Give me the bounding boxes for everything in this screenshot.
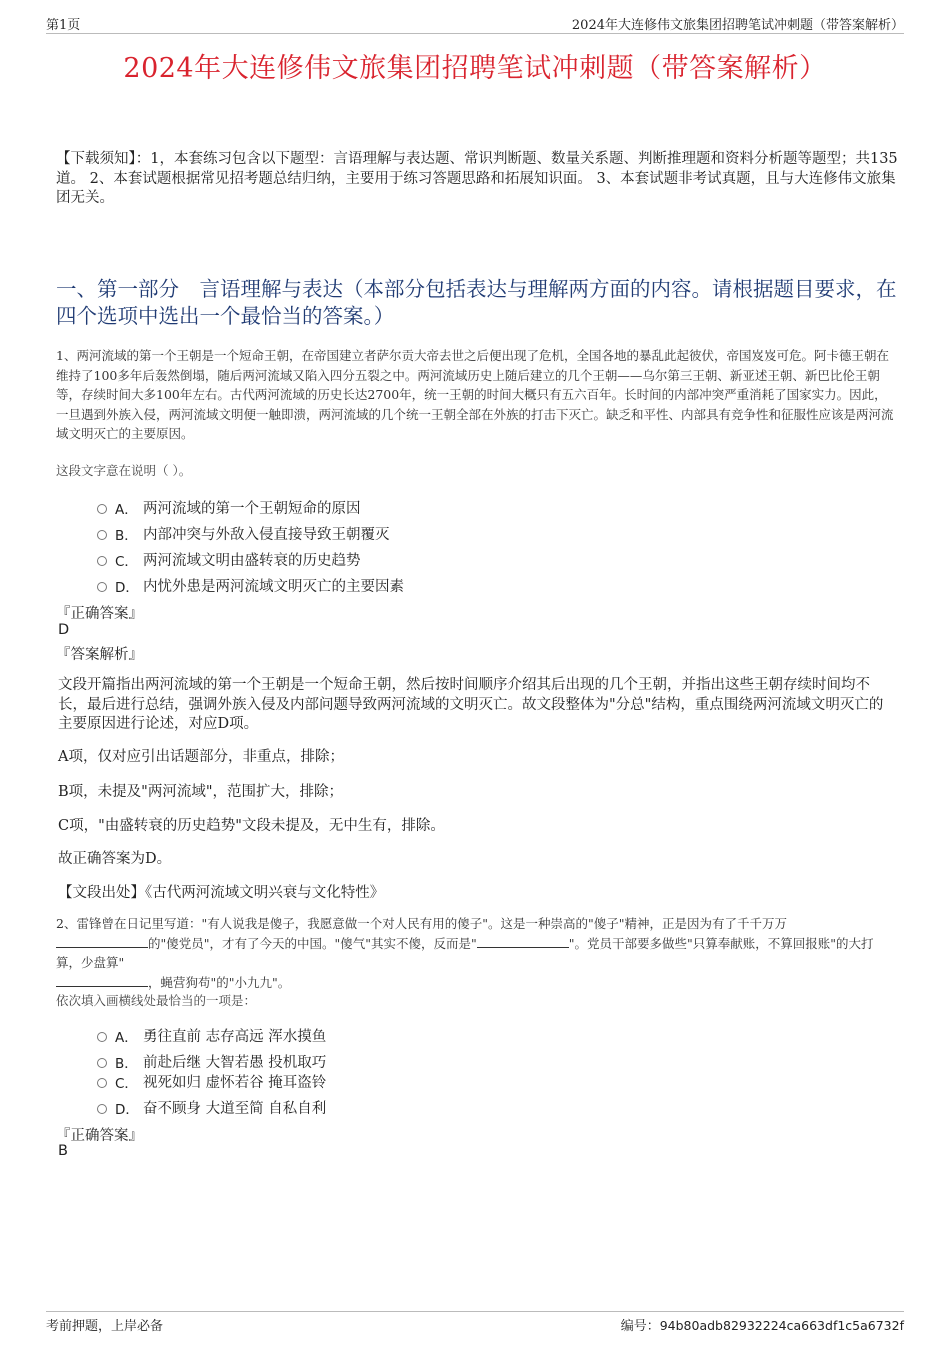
question-2-option-b[interactable]: B． 前赴后继 大智若愚 投机取巧 — [97, 1051, 326, 1072]
radio-icon[interactable] — [97, 1078, 107, 1088]
radio-icon[interactable] — [97, 1058, 107, 1068]
footer-slogan: 考前押题，上岸必备 — [46, 1319, 164, 1334]
analysis-line-b: B项，未提及"两河流域"，范围扩大，排除； — [58, 784, 343, 800]
correct-answer-label-2: 『正确答案』 — [56, 1128, 143, 1144]
question-1-text: 1、两河流域的第一个王朝是一个短命王朝，在帝国建立者萨尔贡大帝去世之后便出现了危机，全国各地的暴乱此起彼伏，帝国岌岌可危。阿卡德王朝在维持了100多年后轰然倒塌，随后两河流域又陷入四分五裂之中。两河流域历史上随后建立的几个王朝——乌尔第三王朝、新亚述王朝、新巴比伦王朝等，存续时间大多100年左右。古代两河流域的历史长达2700年，统一王朝的时间大概只有五六百年。长时间的内部冲突严重消耗了国家实力。因此，一旦遇到外族入侵，两河流域文明便一触即溃，两河流域的几个统一王朝全部在外族的打击下灭亡。缺乏和平性、内部具有竞争性和征服性应该是两河流域文明灭亡的主要原因。 — [56, 348, 894, 441]
radio-icon[interactable] — [97, 1104, 107, 1114]
header-doc-title: 2024年大连修伟文旅集团招聘笔试冲刺题（带答案解析） — [571, 18, 904, 33]
question-1-prompt: 这段文字意在说明（ ）。 — [56, 463, 192, 478]
correct-answer-label: 『正确答案』 — [56, 606, 143, 622]
question-2-prompt: 依次填入画横线处最恰当的一项是： — [56, 993, 257, 1008]
question-1-option-c[interactable]: C． 两河流域文明由盛转衰的历史趋势 — [97, 549, 361, 570]
question-2-option-a[interactable]: A． 勇往直前 志存高远 浑水摸鱼 — [97, 1025, 326, 1046]
blank-line — [56, 974, 148, 987]
header-divider — [46, 33, 904, 34]
question-1-option-a[interactable]: A． 两河流域的第一个王朝短命的原因 — [97, 497, 361, 518]
blank-line — [56, 935, 148, 948]
question-2-text: 2、雷锋曾在日记里写道："有人说我是傻子，我愿意做一个对人民有用的傻子"。这是一种崇高的"傻子"精神，正是因为有了千千万万 的"傻党员"，才有了今天的中国。"傻气"其实不傻，反而是" "。党员干部要多做些"只算奉献账，不算回报账"的大打算，少盘算" ，蝇营狗苟"的"小九九"。 — [56, 916, 874, 990]
question-1-option-d[interactable]: D． 内忧外患是两河流域文明灭亡的主要因素 — [97, 575, 404, 596]
analysis-line-a: A项，仅对应引出话题部分，非重点，排除； — [58, 749, 344, 765]
analysis-line-c: C项，"由盛转衰的历史趋势"文段未提及，无中生有，排除。 — [58, 818, 445, 834]
correct-answer: D — [58, 622, 70, 638]
question-1-option-b[interactable]: B． 内部冲突与外敌入侵直接导致王朝覆灭 — [97, 523, 390, 544]
radio-icon[interactable] — [97, 556, 107, 566]
radio-icon[interactable] — [97, 504, 107, 514]
document-code: 编号：94b80adb82932224ca663df1c5a6732f — [620, 1318, 904, 1334]
radio-icon[interactable] — [97, 1032, 107, 1042]
radio-icon[interactable] — [97, 530, 107, 540]
download-notice: 【下载须知】：1，本套练习包含以下题型：言语理解与表达题、常识判断题、数量关系题、判断推理题和资料分析题等题型；共135道。 2、本套试题根据常见招考题总结归纳，主要用于练习答题思路和拓展知识面。 3、本套试题非考试真题，且与大连修伟文旅集团无关。 — [56, 151, 898, 206]
radio-icon[interactable] — [97, 582, 107, 592]
footer-divider — [46, 1311, 904, 1312]
answer-analysis: 文段开篇指出两河流域的第一个王朝是一个短命王朝，然后按时间顺序介绍其后出现的几个王朝，并指出这些王朝存续时间均不长，最后进行总结，强调外族入侵及内部问题导致两河流域的文明灭亡。故文段整体为"分总"结构，重点围绕两河流域文明灭亡的主要原因进行论述，对应D项。 — [58, 677, 884, 732]
analysis-label: 『答案解析』 — [56, 647, 143, 663]
question-2-option-d[interactable]: D． 奋不顾身 大道至简 自私自利 — [97, 1097, 326, 1118]
text-source: 【文段出处】《古代两河流域文明兴衰与文化特性》 — [58, 885, 385, 901]
blank-line — [477, 935, 569, 948]
correct-answer-2: B — [58, 1143, 68, 1159]
analysis-conclusion: 故正确答案为D。 — [58, 851, 172, 867]
section-title: 一、第一部分 言语理解与表达（本部分包括表达与理解两方面的内容。请根据题目要求，在四个选项中选出一个最恰当的答案。） — [56, 277, 897, 328]
page-title: 2024年大连修伟文旅集团招聘笔试冲刺题（带答案解析） — [123, 53, 827, 84]
question-2-option-c[interactable]: C． 视死如归 虚怀若谷 掩耳盗铃 — [97, 1071, 326, 1092]
page-number: 第1页 — [46, 18, 81, 33]
